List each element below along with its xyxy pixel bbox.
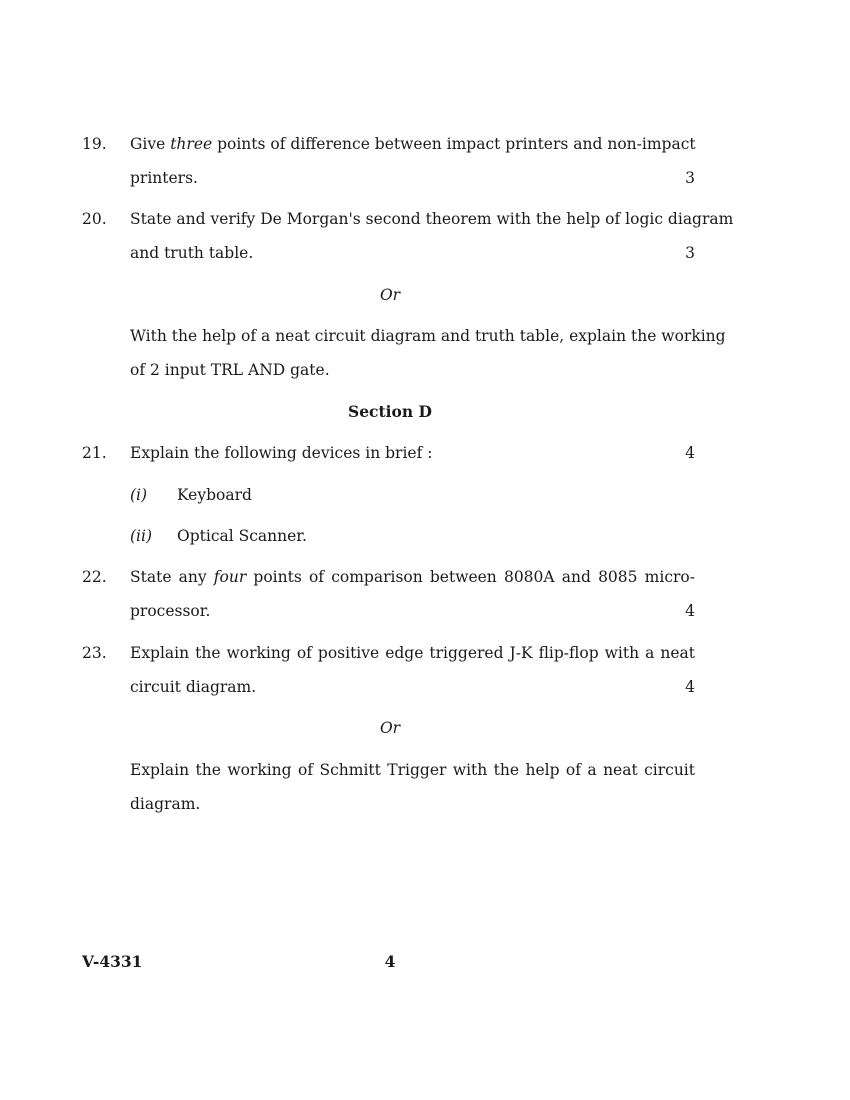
question-text-line (130, 565, 695, 589)
question-number: 19. (82, 135, 107, 153)
question-text-line: printers. (130, 169, 198, 187)
marks-value: 3 (685, 244, 695, 262)
sub-item-text: Optical Scanner. (177, 527, 307, 545)
or-separator: Or (379, 719, 401, 737)
alternative-question-line: diagram. (130, 795, 201, 813)
text-segment: Give (130, 135, 171, 153)
question-text-line: State and verify De Morgan's second theorem with the help of logic diagram (130, 210, 734, 228)
page-number: 4 (384, 952, 396, 971)
marks-value: 4 (685, 444, 695, 462)
paper-code: V-4331 (82, 952, 143, 971)
marks-value: 3 (685, 169, 695, 187)
sub-item-text: Keyboard (177, 486, 252, 504)
text-segment: points of difference between impact printers and non-impact (212, 135, 696, 153)
text-segment: points of comparison between 8080A and 8085 micro- (246, 568, 695, 586)
emphasis-text: four (213, 568, 247, 586)
emphasis-text: three (170, 135, 213, 153)
question-number: 20. (82, 210, 107, 228)
question-text-line: Explain the following devices in brief : (130, 444, 433, 462)
question-text-line: processor. (130, 602, 211, 620)
question-text-line (130, 132, 695, 156)
section-heading: Section D (348, 402, 432, 421)
alternative-question-line: With the help of a neat circuit diagram and truth table, explain the working (130, 327, 726, 345)
marks-value: 4 (685, 602, 695, 620)
or-separator: Or (379, 286, 401, 304)
question-text-line: Explain the working of positive edge triggered J-K flip-flop with a neat (130, 644, 695, 662)
question-text-line: and truth table. (130, 244, 254, 262)
question-number: 23. (82, 644, 107, 662)
question-number: 22. (82, 568, 107, 586)
question-number: 21. (82, 444, 107, 462)
sub-item-label: (ii) (130, 527, 153, 545)
marks-value: 4 (685, 678, 695, 696)
text-segment: State any (130, 568, 214, 586)
sub-item-label: (i) (130, 486, 148, 504)
alternative-question-line: Explain the working of Schmitt Trigger with the help of a neat circuit (130, 761, 695, 779)
alternative-question-line: of 2 input TRL AND gate. (130, 361, 330, 379)
question-text-line: circuit diagram. (130, 678, 257, 696)
